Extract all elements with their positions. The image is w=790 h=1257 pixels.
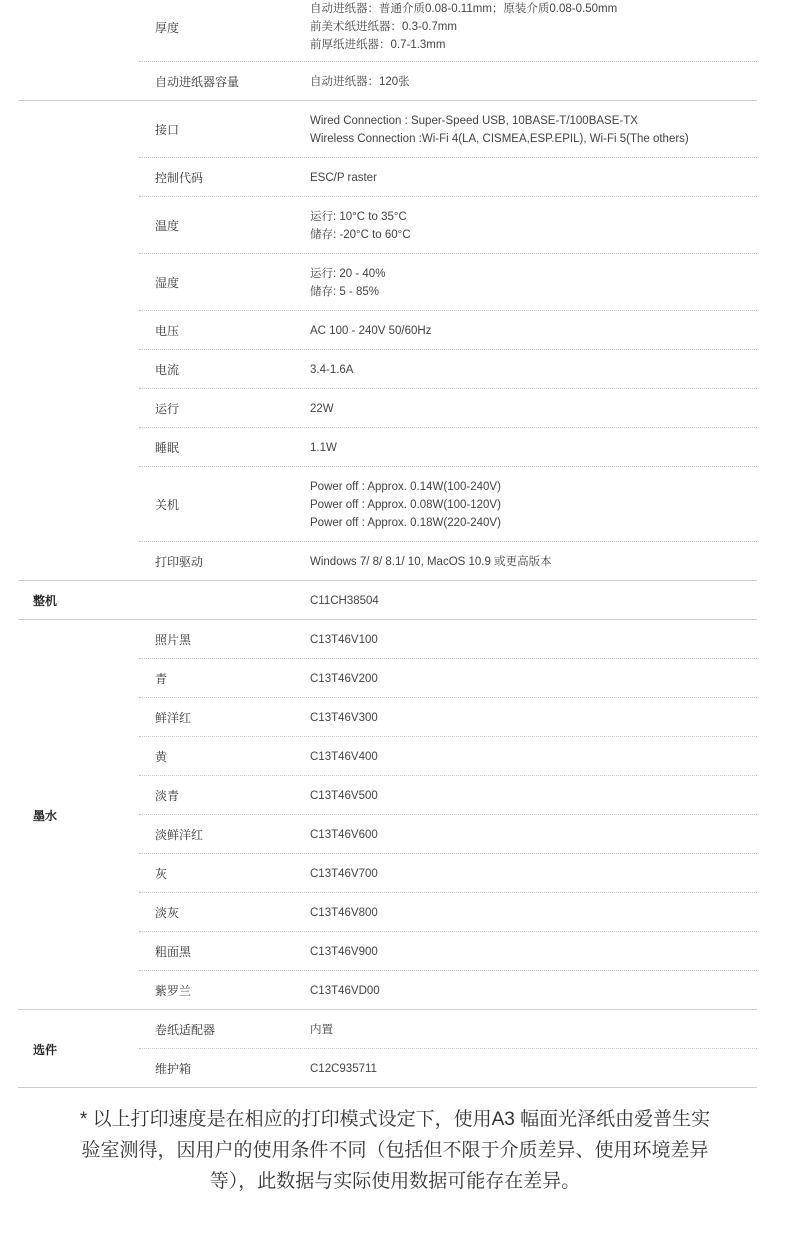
spec-value-line: 前厚纸进纸器：0.7-1.3mm xyxy=(310,39,446,51)
spec-label: 照片黑 xyxy=(155,633,192,647)
spec-value xyxy=(310,467,750,542)
spec-value xyxy=(310,659,750,698)
spec-value-line: C11CH38504 xyxy=(310,594,379,607)
spec-value-line: ESC/P raster xyxy=(310,171,377,184)
spec-label: 粗面黑 xyxy=(155,945,192,959)
spec-row xyxy=(18,467,757,542)
spec-value-line: 内置 xyxy=(310,1023,333,1036)
spec-value xyxy=(310,158,750,197)
spec-row xyxy=(18,350,757,389)
spec-label: 淡青 xyxy=(155,789,180,803)
spec-row xyxy=(18,62,757,101)
spec-value xyxy=(310,101,750,158)
spec-value-line: 自动进纸器：普通介质0.08-0.11mm；原装介质0.08-0.50mm xyxy=(310,3,618,15)
spec-label xyxy=(155,581,295,620)
spec-value-line: C13T46V400 xyxy=(310,750,378,763)
spec-label: 鲜洋红 xyxy=(155,711,192,725)
spec-label: 温度 xyxy=(155,219,180,233)
footnote xyxy=(40,1104,750,1197)
section-label: 整机 xyxy=(33,594,58,608)
spec-row xyxy=(18,158,757,197)
row-divider xyxy=(18,100,757,101)
section-label: 选件 xyxy=(33,1042,58,1057)
spec-label: 电流 xyxy=(155,363,180,377)
spec-row xyxy=(18,254,757,311)
spec-value xyxy=(310,776,750,815)
spec-label: 灰 xyxy=(155,867,168,881)
spec-label: 自动进纸器容量 xyxy=(155,75,240,89)
spec-value xyxy=(310,311,750,350)
spec-value xyxy=(310,815,750,854)
spec-value-line: Power off : Approx. 0.14W(100-240V) xyxy=(310,480,501,493)
spec-value xyxy=(310,971,750,1010)
spec-value-line: Windows 7/ 8/ 8.1/ 10, MacOS 10.9 或更高版本 xyxy=(310,555,552,568)
spec-value-line: C13T46V300 xyxy=(310,711,378,724)
spec-value xyxy=(310,197,750,254)
spec-value-line: 3.4-1.6A xyxy=(310,363,354,376)
spec-value xyxy=(310,893,750,932)
footnote-line: * 以上打印速度是在相应的打印模式设定下，使用A3 幅面光泽纸由爱普生实 xyxy=(79,1109,711,1130)
spec-value-line: 储存: -20°C to 60°C xyxy=(310,228,411,241)
spec-value-line: 1.1W xyxy=(310,441,337,454)
spec-label: 厚度 xyxy=(155,20,180,35)
spec-label: 淡鲜洋红 xyxy=(155,828,204,842)
spec-value xyxy=(310,854,750,893)
spec-label: 控制代码 xyxy=(155,171,204,185)
spec-label: 卷纸适配器 xyxy=(155,1023,216,1037)
spec-label: 紫罗兰 xyxy=(155,984,192,998)
spec-value xyxy=(310,620,750,659)
spec-label: 关机 xyxy=(155,498,180,512)
spec-value-line: Wired Connection : Super-Speed USB, 10BASE-T/100BASE-TX xyxy=(310,114,638,127)
spec-value xyxy=(310,1010,750,1049)
spec-value xyxy=(310,389,750,428)
spec-value xyxy=(310,0,750,62)
spec-label: 淡灰 xyxy=(155,906,180,920)
spec-value-line: C13T46V200 xyxy=(310,672,378,685)
spec-label: 湿度 xyxy=(155,276,180,290)
spec-label: 青 xyxy=(155,672,168,686)
spec-value xyxy=(310,737,750,776)
spec-value-line: C12C935711 xyxy=(310,1062,377,1075)
spec-value-line: C13T46V900 xyxy=(310,945,378,958)
spec-value-line: C13T46V700 xyxy=(310,867,378,880)
spec-row xyxy=(18,197,757,254)
spec-value-line: C13T46V600 xyxy=(310,828,378,841)
spec-value-line: 运行: 20 - 40% xyxy=(310,267,386,280)
spec-value-line: 22W xyxy=(310,402,334,415)
spec-value xyxy=(310,62,750,101)
section-label: 墨水 xyxy=(33,808,58,823)
spec-value xyxy=(310,542,750,581)
spec-row xyxy=(18,101,757,158)
spec-label: 电压 xyxy=(155,324,180,338)
footnote-line: 等），此数据与实际使用数据可能存在差异。 xyxy=(209,1171,581,1192)
spec-row xyxy=(18,542,757,581)
spec-value-line: C13T46VD00 xyxy=(310,984,380,997)
spec-label: 接口 xyxy=(155,123,180,137)
spec-row xyxy=(18,311,757,350)
spec-value xyxy=(310,350,750,389)
spec-row xyxy=(18,0,757,62)
spec-label: 维护箱 xyxy=(155,1062,192,1076)
spec-value xyxy=(310,932,750,971)
spec-label: 打印驱动 xyxy=(155,555,204,569)
spec-value xyxy=(310,254,750,311)
spec-value xyxy=(310,428,750,467)
spec-value-line: Power off : Approx. 0.18W(220-240V) xyxy=(310,516,501,529)
spec-value-line: 储存: 5 - 85% xyxy=(310,285,380,298)
spec-value-line: C13T46V500 xyxy=(310,789,378,802)
spec-value xyxy=(310,581,750,620)
spec-value-line: AC 100 - 240V 50/60Hz xyxy=(310,324,432,337)
spec-label: 运行 xyxy=(155,402,180,416)
spec-value xyxy=(310,1049,750,1088)
spec-value-line: 前美术纸进纸器：0.3-0.7mm xyxy=(310,21,457,33)
spec-value-line: C13T46V800 xyxy=(310,906,378,919)
spec-label: 黄 xyxy=(155,750,168,764)
spec-value xyxy=(310,698,750,737)
spec-value-line: Power off : Approx. 0.08W(100-120V) xyxy=(310,498,501,511)
spec-value-line: 运行: 10°C to 35°C xyxy=(310,210,407,223)
spec-row xyxy=(18,428,757,467)
spec-value-line: Wireless Connection :Wi-Fi 4(LA, CISMEA,ESP.EPIL), Wi-Fi 5(The others) xyxy=(310,132,689,145)
footnote-line: 验室测得，因用户的使用条件不同（包括但不限于介质差异、使用环境差异 xyxy=(81,1140,709,1161)
spec-row xyxy=(18,389,757,428)
spec-label: 睡眠 xyxy=(155,441,180,455)
spec-value-line: 自动进纸器：120张 xyxy=(310,75,410,88)
spec-value-line: C13T46V100 xyxy=(310,633,378,646)
